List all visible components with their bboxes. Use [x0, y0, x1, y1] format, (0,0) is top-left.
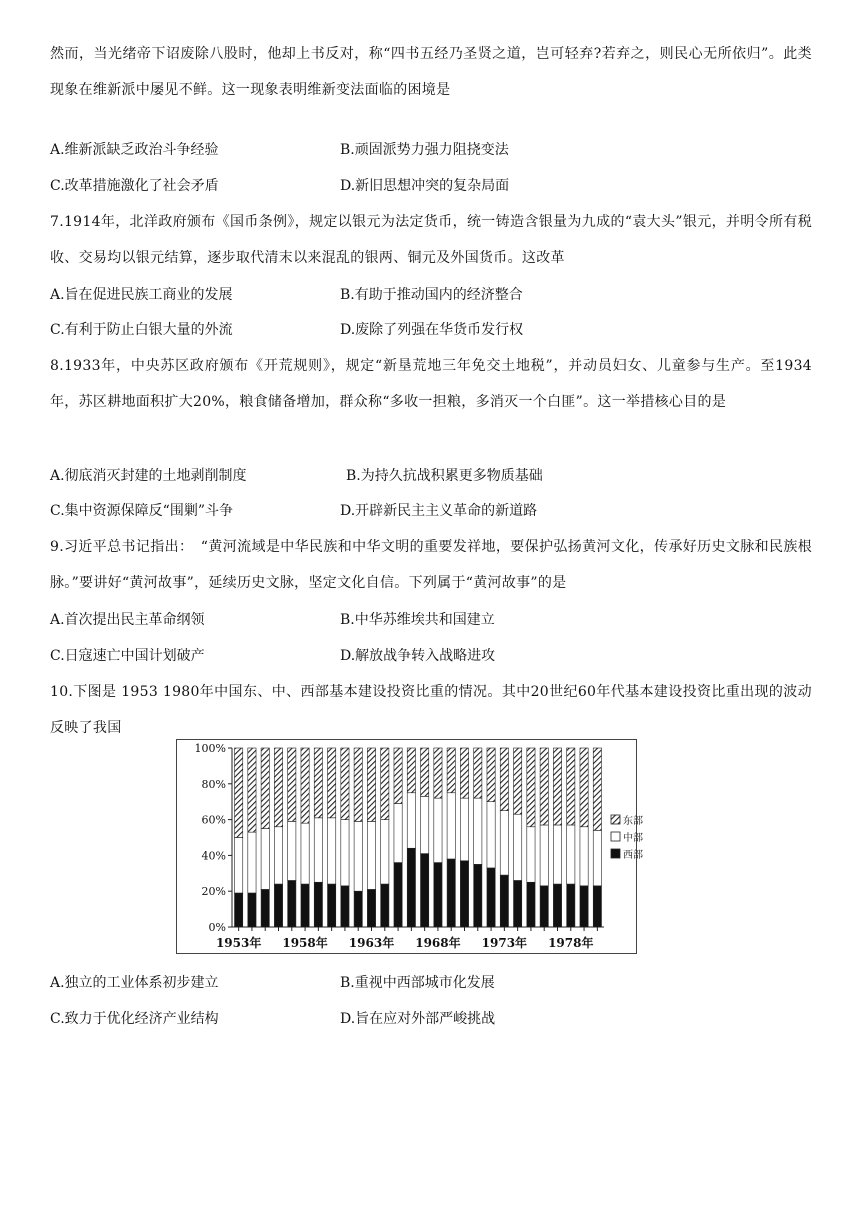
bar-segment: [288, 880, 296, 927]
bar-segment: [593, 830, 601, 885]
bar-segment: [514, 880, 522, 927]
bar-segment: [381, 884, 389, 927]
bar-segment: [328, 748, 336, 818]
bar-segment: [553, 825, 561, 884]
q10-option-d[interactable]: D.旨在应对外部严峻挑战: [340, 1011, 496, 1027]
legend-label: 中部: [623, 833, 643, 844]
bar-segment: [341, 748, 349, 820]
bar-segment: [328, 818, 336, 884]
q8-option-c[interactable]: C.集中资源保障反“围剿”斗争: [50, 503, 233, 519]
bar-segment: [447, 859, 455, 927]
legend: [611, 814, 643, 861]
bar-segment: [235, 838, 243, 893]
bar-segment: [354, 748, 362, 821]
bar-segment: [314, 818, 322, 882]
bar-segment: [421, 796, 429, 853]
bar-segment: [407, 848, 415, 927]
bar-segment: [288, 821, 296, 880]
bar-segment: [261, 829, 269, 890]
question-9-stem: 9.习近平总书记指出： “黄河流域是中华民族和中华文明的重要发祥地，要保护弘扬黄河文化，传承好历史文脉和民族根脉。”要讲好“黄河故事”，延续历史文脉，坚定文化自信。下列属于“黄河故事”的是: [50, 539, 812, 591]
bar-segment: [447, 793, 455, 859]
bar-segment: [500, 811, 508, 875]
bar-segment: [421, 748, 429, 796]
y-tick-label: 0%: [208, 921, 226, 934]
bar-segment: [274, 827, 282, 884]
bar-segment: [487, 868, 495, 927]
bar-segment: [301, 748, 309, 823]
bar-segment: [567, 825, 575, 884]
q9-option-c[interactable]: C.日寇速亡中国计划破产: [50, 648, 205, 664]
legend-label: 东部: [623, 816, 643, 827]
bar-segment: [367, 889, 375, 927]
bar-segment: [394, 803, 402, 862]
q9-option-d[interactable]: D.解放战争转入战略进攻: [340, 648, 496, 664]
q8-option-d[interactable]: D.开辟新民主主义革命的新道路: [340, 503, 538, 519]
bar-segment: [381, 748, 389, 820]
q7-option-a[interactable]: A.旨在促进民族工商业的发展: [50, 287, 233, 303]
bar-segment: [341, 820, 349, 886]
q10-option-c[interactable]: C.致力于优化经济产业结构: [50, 1011, 219, 1027]
bar-segment: [567, 748, 575, 825]
bar-segment: [248, 893, 256, 927]
bar-segment: [487, 802, 495, 868]
bar-segment: [288, 748, 296, 821]
bar-segment: [394, 863, 402, 927]
bar-segment: [474, 748, 482, 798]
bar-segment: [460, 861, 468, 927]
bar-segment: [394, 748, 402, 803]
question-7-stem: 7.1914年，北洋政府颁布《国币条例》，规定以银元为法定货币，统一铸造含银量为九成的“袁大头”银元，并明令所有税收、交易均以银元结算，逐步取代清末以来混乱的银两、铜元及外国货币。这改革: [50, 214, 812, 266]
bar-segment: [514, 748, 522, 814]
bar-segment: [261, 889, 269, 927]
bar-segment: [381, 820, 389, 884]
legend-swatch: [611, 815, 620, 824]
x-tick-label: 1973年: [481, 936, 528, 950]
q10-option-b[interactable]: B.重视中西部城市化发展: [340, 975, 495, 991]
bar-segment: [567, 884, 575, 927]
q7-option-c[interactable]: C.有利于防止白银大量的外流: [50, 322, 233, 338]
q7-option-b[interactable]: B.有助于推动国内的经济整合: [340, 287, 523, 303]
q6-option-a[interactable]: A.维新派缺乏政治斗争经验: [50, 142, 219, 158]
question-8-stem: 8.1933年，中央苏区政府颁布《开荒规则》，规定“新垦荒地三年免交土地税”，并动员妇女、儿童参与生产。至1934年，苏区耕地面积扩大20%，粮食储备增加，群众称“多收一担粮，多消灭一个白匪”。这一举措核心目的是: [50, 358, 812, 410]
y-tick-label: 60%: [201, 813, 226, 827]
bar-segment: [248, 832, 256, 893]
bar-segment: [487, 748, 495, 802]
bar-segment: [500, 875, 508, 927]
bar-segment: [540, 825, 548, 886]
bar-segment: [301, 884, 309, 927]
bar-segment: [460, 798, 468, 861]
bar-segment: [248, 748, 256, 832]
y-tick-label: 40%: [201, 849, 226, 863]
bar-segment: [274, 884, 282, 927]
bar-segment: [540, 886, 548, 927]
bar-segment: [580, 748, 588, 827]
bar-segment: [593, 886, 601, 927]
bar-segment: [460, 748, 468, 798]
q7-option-d[interactable]: D.废除了列强在华货币发行权: [340, 322, 524, 338]
bar-segment: [314, 748, 322, 818]
bar-segment: [500, 748, 508, 811]
y-tick-label: 20%: [201, 885, 226, 899]
bar-segment: [527, 748, 535, 827]
x-tick-label: 1968年: [415, 936, 461, 950]
q8-option-b[interactable]: B.为持久抗战积累更多物质基础: [346, 468, 543, 484]
bar-segment: [553, 884, 561, 927]
bar-segment: [354, 891, 362, 927]
x-tick-label: 1958年: [282, 936, 328, 950]
stacked-bar-chart: [176, 739, 643, 955]
bar-segment: [474, 798, 482, 864]
bar-segment: [235, 893, 243, 927]
bar-segment: [447, 748, 455, 793]
q9-option-b[interactable]: B.中华苏维埃共和国建立: [340, 612, 495, 628]
x-tick-label: 1978年: [548, 936, 594, 950]
q10-option-a[interactable]: A.独立的工业体系初步建立: [50, 975, 219, 991]
bar-segment: [274, 748, 282, 827]
y-tick-label: 100%: [194, 742, 226, 755]
bar-segment: [341, 886, 349, 927]
bar-segment: [527, 827, 535, 882]
bar-segment: [527, 882, 535, 927]
question-6-stem: 然而，当光绪帝下诏废除八股时，他却上书反对，称“四书五经乃圣贤之道，岂可轻弃?若弃之，则民心无所依归”。此类现象在维新派中屡见不鲜。这一现象表明维新变法面临的困境是: [50, 46, 812, 98]
legend-swatch: [611, 849, 620, 858]
bar-segment: [580, 827, 588, 886]
bar-segment: [421, 854, 429, 927]
investment-chart: [176, 739, 643, 955]
bar-segment: [514, 814, 522, 880]
bar-segment: [593, 748, 601, 830]
bar-segment: [328, 884, 336, 927]
x-tick-label: 1963年: [348, 936, 395, 950]
bar-segment: [580, 886, 588, 927]
x-tick-label: 1953年: [215, 936, 262, 950]
bar-segment: [474, 864, 482, 927]
legend-swatch: [611, 832, 620, 841]
legend-label: 西部: [623, 850, 643, 861]
q9-option-a[interactable]: A.首次提出民主革命纲领: [50, 612, 205, 628]
q8-option-a[interactable]: A.彻底消灭封建的土地剥削制度: [50, 468, 247, 484]
bar-segment: [407, 793, 415, 848]
bar-segment: [434, 798, 442, 862]
bar-segment: [407, 748, 415, 793]
bar-segment: [235, 748, 243, 838]
q6-option-b[interactable]: B.顽固派势力强力阻挠变法: [340, 142, 509, 158]
question-10-stem: 10.下图是 1953 1980年中国东、中、西部基本建设投资比重的情况。其中20世纪60年代基本建设投资比重出现的波动反映了我国: [50, 684, 812, 736]
y-tick-label: 80%: [201, 777, 226, 791]
bar-segment: [367, 821, 375, 889]
q6-option-d[interactable]: D.新旧思想冲突的复杂局面: [340, 178, 510, 194]
bar-segment: [540, 748, 548, 825]
bar-segment: [261, 748, 269, 829]
bar-segment: [553, 748, 561, 825]
bar-segment: [434, 748, 442, 798]
q6-option-c[interactable]: C.改革措施激化了社会矛盾: [50, 178, 219, 194]
bar-segment: [314, 882, 322, 927]
bar-segment: [354, 821, 362, 891]
bar-segment: [434, 863, 442, 927]
bar-segment: [367, 748, 375, 821]
bar-segment: [301, 823, 309, 884]
